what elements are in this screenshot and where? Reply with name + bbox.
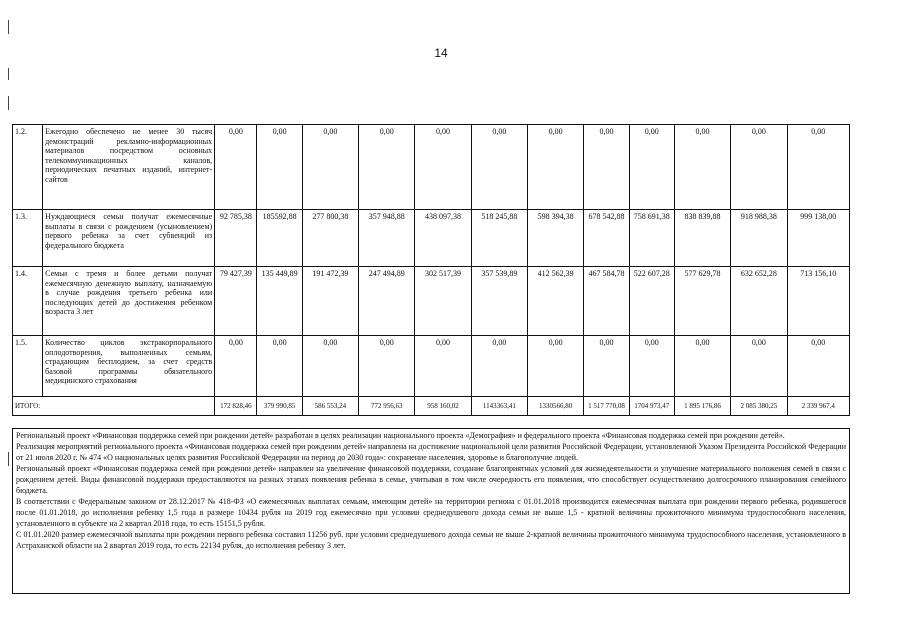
table-row [13,267,850,336]
value-cell: 357 948,88 [359,210,415,267]
value-cell: 0,00 [674,125,730,210]
row-number: 1.2. [13,125,43,210]
value-cell: 518 245,88 [471,210,527,267]
value-cell: 0,00 [731,125,787,210]
total-row [13,397,850,416]
value-cell: 438 097,38 [415,210,471,267]
value-cell: 0,00 [302,336,358,397]
total-cell: 772 956,63 [359,397,415,416]
row-description: Ежегодно обеспечено не менее 30 тысяч демонстраций рекламно-информационных материалов посредством основных телекоммуникационных каналов, периодических печатных изданий, интернет-сайтов [43,125,215,210]
value-cell: 838 839,88 [674,210,730,267]
row-number: 1.5. [13,336,43,397]
scan-edge-mark [8,452,9,466]
note-paragraph: Региональный проект «Финансовая поддержка семей при рождении детей» направлен на увеличение финансовой поддержки, создание благоприятных условий для жизнедеятельности и улучшение материального положения семей в связи с рождением детей. Виды финансовой поддержки предоставляются на разных этапах появления ребенка в семье, учитывая в том числе очередность его появления, что способствует осуществлению долгосрочного планирования семейного бюджета. [16,464,846,495]
table-row [13,210,850,267]
value-cell: 357 539,89 [471,267,527,336]
row-number: 1.4. [13,267,43,336]
value-cell: 713 156,10 [787,267,849,336]
value-cell: 0,00 [629,125,674,210]
value-cell: 0,00 [257,125,302,210]
scan-edge-mark [8,20,9,34]
value-cell: 0,00 [215,336,257,397]
total-cell: 1330566,80 [528,397,584,416]
value-cell: 0,00 [528,125,584,210]
row-description: Количество циклов экстракорпорального оплодотворения, выполненных семьям, страдающим бесплодием, за счет средств базовой программы обязательного медицинского страхования [43,336,215,397]
page-number: 14 [434,46,448,60]
total-cell: 1143363,41 [471,397,527,416]
value-cell: 0,00 [359,125,415,210]
value-cell: 247 494,89 [359,267,415,336]
value-cell: 999 138,00 [787,210,849,267]
value-cell: 412 562,39 [528,267,584,336]
value-cell: 0,00 [528,336,584,397]
value-cell: 0,00 [302,125,358,210]
value-cell: 0,00 [415,125,471,210]
total-label: ИТОГО: [13,397,215,416]
value-cell: 79 427,39 [215,267,257,336]
value-cell: 0,00 [787,125,849,210]
total-cell: 172 828,46 [215,397,257,416]
value-cell: 0,00 [257,336,302,397]
value-cell: 0,00 [629,336,674,397]
total-cell: 2 339 967,4 [787,397,849,416]
value-cell: 0,00 [731,336,787,397]
total-cell: 1 895 176,86 [674,397,730,416]
value-cell: 678 542,88 [584,210,629,267]
value-cell: 92 785,38 [215,210,257,267]
table-row [13,336,850,397]
value-cell: 302 517,39 [415,267,471,336]
value-cell: 577 629,78 [674,267,730,336]
total-cell: 1704 973,47 [629,397,674,416]
value-cell: 632 652,28 [731,267,787,336]
row-number: 1.3. [13,210,43,267]
note-paragraph: С 01.01.2020 размер ежемесячной выплаты при рождении первого ребенка составил 11256 руб. при условии среднедушевого дохода семьи не выше 2-кратной величины прожиточного минимума трудоспособного населения, установленного в Астраханской области на 2 квартал 2019 года, то есть 22134 рубля, до исполнения ребенку 3 лет. [16,530,846,550]
notes-block [12,428,850,594]
table-row [13,125,850,210]
value-cell: 0,00 [584,125,629,210]
value-cell: 0,00 [471,125,527,210]
note-paragraph: Реализация мероприятий регионального проекта «Финансовая поддержка семей при рождении детей» направлена на достижение национальной цели развития Российской Федерации, установленной Указом Президента Российской Федерации от 21 июля 2020 г. № 474 «О национальных целях развития Российской Федерации на период до 2030 года»: сохранение населения, здоровье и благополучие людей. [16,442,846,462]
total-cell: 1 517 770,08 [584,397,629,416]
scan-edge-mark [8,68,9,80]
value-cell: 758 691,38 [629,210,674,267]
value-cell: 0,00 [787,336,849,397]
results-table [12,124,850,416]
value-cell: 522 607,28 [629,267,674,336]
value-cell: 191 472,39 [302,267,358,336]
note-paragraph: Региональный проект «Финансовая поддержка семей при рождении детей» разработан в целях реализации национального проекта «Демография» и федерального проекта «Финансовая поддержка семей при рождении детей». [16,431,785,440]
value-cell: 135 449,89 [257,267,302,336]
value-cell: 918 988,38 [731,210,787,267]
total-cell: 379 990,85 [257,397,302,416]
row-description: Семьи с тремя и более детьми получат ежемесячную денежную выплату, назначаемую в случае рождения третьего ребенка или последующих детей до достижения ребенком возраста 3 лет [43,267,215,336]
value-cell: 0,00 [674,336,730,397]
total-cell: 958 160,02 [415,397,471,416]
scan-edge-mark [8,96,9,110]
value-cell: 0,00 [415,336,471,397]
value-cell: 0,00 [215,125,257,210]
note-paragraph: В соответствии с Федеральным законом от 28.12.2017 № 418-ФЗ «О ежемесячных выплатах семьям, имеющим детей» на территории региона с 01.01.2018 производится ежемесячная выплата при рождении первого ребенка, родившегося после 01.01.2018, до исполнения ребенку 1,5 года в размере 10434 рубля на 2019 год ежемесячно при условии среднедушевого дохода семьи не выше 1,5 - кратной величины прожиточного минимума трудоспособного населения, установленного в субъекте на 2 квартал 2018 года, то есть 15151,5 рубля. [16,497,846,528]
value-cell: 467 584,78 [584,267,629,336]
total-cell: 2 085 380,25 [731,397,787,416]
total-cell: 586 553,24 [302,397,358,416]
value-cell: 0,00 [584,336,629,397]
row-description: Нуждающиеся семьи получат ежемесячные выплаты в связи с рождением (усыновлением) первого ребенка за счет субвенций из федерального бюджета [43,210,215,267]
value-cell: 0,00 [471,336,527,397]
value-cell: 598 394,38 [528,210,584,267]
value-cell: 0,00 [359,336,415,397]
value-cell: 185592,88 [257,210,302,267]
value-cell: 277 800,38 [302,210,358,267]
